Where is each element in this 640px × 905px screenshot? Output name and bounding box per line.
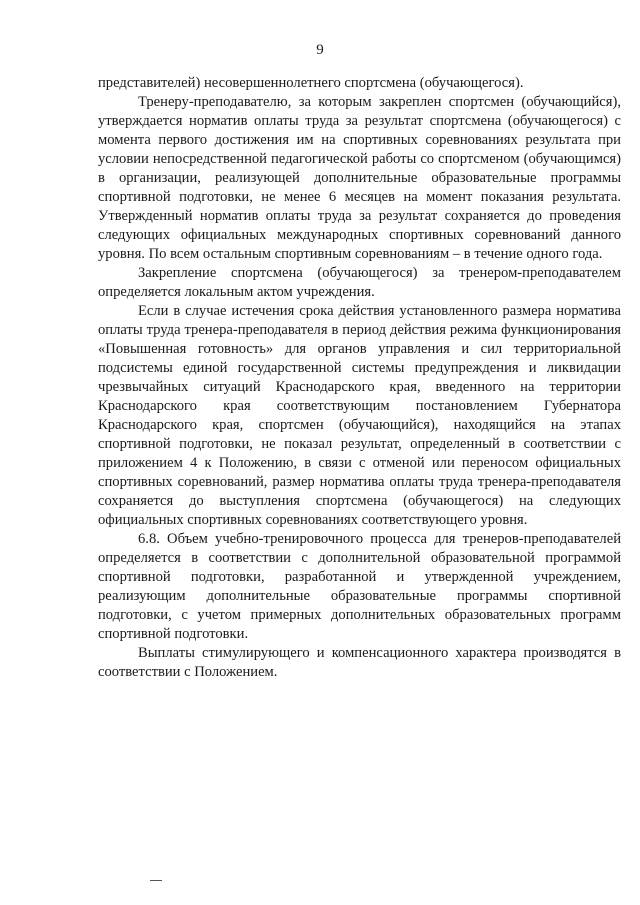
document-body	[98, 74, 621, 682]
paragraph-trainer-norm: Тренеру-преподавателю, за которым закреплен спортсмен (обучающийся), утверждается норматив оплаты труда за результат спортсмена (обучающегося) с момента первого достижения им на спортивных соревнованиях результата при условии непосредственной педагогической работы со спортсменом (обучающимся) в организации, реализующей дополнительные образовательные программы спортивной подготовки, не менее 6 месяцев на момент показания результата. Утвержденный норматив оплаты труда за результат сохраняется до проведения следующих официальных международных спортивных соревнований данного уровня. По всем остальным спортивным соревнованиям – в течение одного года.	[98, 94, 621, 262]
paragraph-emergency-regime: Если в случае истечения срока действия установленного размера норматива оплаты труда тренера-преподавателя в период действия режима функционирования «Повышенная готовность» для органов управления и сил территориальной подсистемы единой государственной системы предупреждения и ликвидации чрезвычайных ситуаций Краснодарского края, введенного на территории Краснодарского края соответствующим постановлением Губернатора Краснодарского края, спортсмен (обучающийся), находящийся на этапах спортивной подготовки, не показал результат, определенный в соответствии с приложением 4 к Положению, в связи с отменой или переносом официальных спортивных соревнований, размер норматива оплаты труда тренера-преподавателя сохраняется до выступления спортсмена (обучающегося) на следующих официальных спортивных соревнованиях соответствующего уровня.	[98, 303, 621, 528]
paragraph-assignment: Закрепление спортсмена (обучающегося) за тренером-преподавателем определяется локальным актом учреждения.	[98, 265, 621, 300]
paragraph-payments: Выплаты стимулирующего и компенсационного характера производятся в соответствии с Положением.	[98, 645, 621, 680]
paragraph-continuation: представителей) несовершеннолетнего спортсмена (обучающегося).	[98, 75, 524, 91]
scan-mark	[150, 880, 162, 881]
paragraph-6-8: 6.8. Объем учебно-тренировочного процесса для тренеров-преподавателей определяется в соответствии с дополнительной образовательной программой спортивной подготовки, разработанной и утвержденной учреждением, реализующим дополнительные образовательные программы спортивной подготовки, с учетом примерных дополнительных образовательных программ спортивной подготовки.	[98, 531, 621, 642]
page-number: 9	[316, 42, 324, 58]
